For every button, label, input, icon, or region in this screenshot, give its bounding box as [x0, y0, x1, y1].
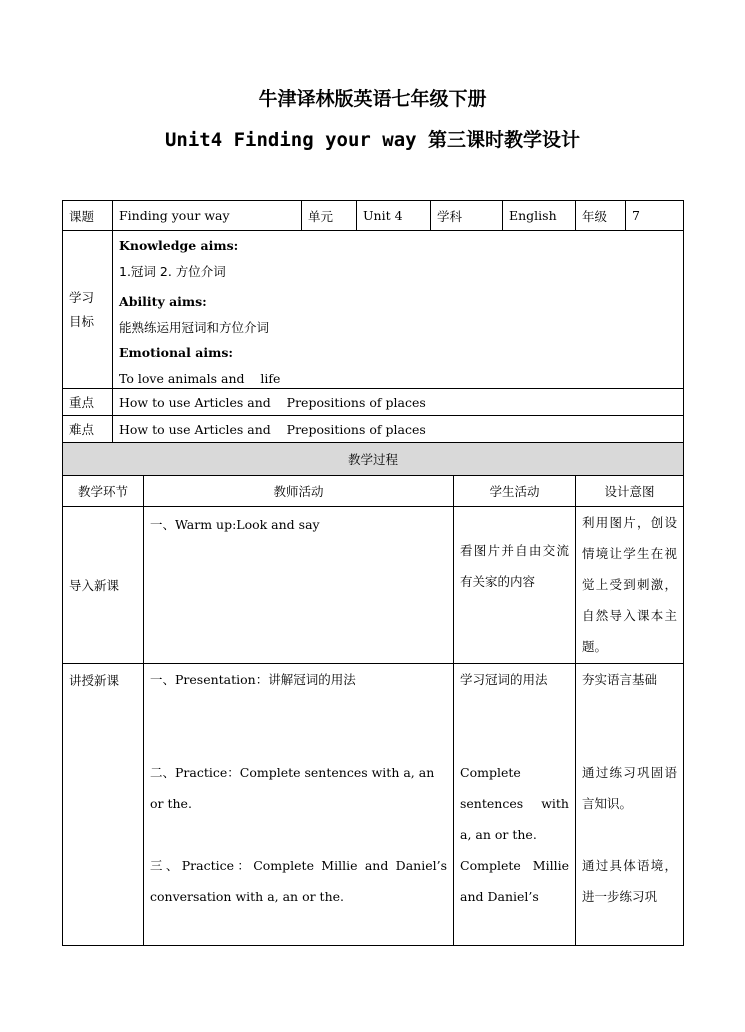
ability-aims-text: 能熟练运用冠词和方位介词 [119, 319, 270, 335]
aims-label-line-2: 目标 [69, 313, 95, 329]
intro-stage: 导入新课 [63, 507, 144, 664]
ability-aims-title: Ability aims: [119, 293, 207, 309]
difficult-points-label: 难点 [63, 416, 113, 443]
column-header-purpose: 设计意图 [576, 476, 684, 507]
purpose-step-2: 通过练习巩固语言知识。 [582, 765, 678, 811]
teach-teacher-activity [144, 664, 454, 946]
column-header-stage: 教学环节 [63, 476, 144, 507]
intro-teacher-activity: 一、Warm up:Look and say [144, 507, 454, 664]
document-title: 牛津译林版英语七年级下册 [258, 88, 487, 110]
document-subtitle: Unit4 Finding your way 第三课时教学设计 [164, 129, 581, 151]
difficult-points-text: How to use Articles and Prepositions of places [113, 416, 684, 443]
teach-design-purpose [576, 664, 684, 946]
teacher-step-presentation: 一、Presentation：讲解冠词的用法 [150, 672, 356, 687]
purpose-step-3: 通过具体语境，进一步练习巩 [582, 858, 678, 904]
unit-label: 单元 [302, 201, 357, 231]
column-header-teacher: 教师活动 [144, 476, 454, 507]
column-header-student: 学生活动 [454, 476, 576, 507]
purpose-step-1: 夯实语言基础 [582, 672, 658, 687]
student-step-3: Complete Millie and Daniel’s [460, 858, 569, 904]
teach-stage: 讲授新课 [63, 664, 144, 946]
teacher-step-practice-1: 二、Practice：Complete sentences with a, an or the. [150, 765, 435, 811]
topic-value: Finding your way [113, 201, 302, 231]
process-title-bar: 教学过程 [63, 443, 684, 476]
knowledge-aims-title: Knowledge aims: [119, 237, 239, 253]
grade-label: 年级 [576, 201, 626, 231]
grade-value: 7 [626, 201, 684, 231]
subject-label: 学科 [431, 201, 503, 231]
topic-label: 课题 [63, 201, 113, 231]
student-step-1: 学习冠词的用法 [460, 672, 548, 687]
intro-student-activity: 看图片并自由交流有关家的内容 [454, 507, 576, 664]
emotional-aims-text: To love animals and life [119, 370, 281, 386]
key-points-label: 重点 [63, 389, 113, 416]
unit-value: Unit 4 [357, 201, 431, 231]
aims-content [113, 231, 684, 389]
aims-label-line-1: 学习 [69, 289, 95, 305]
teaching-process-table [62, 442, 684, 946]
key-points-text: How to use Articles and Prepositions of places [113, 389, 684, 416]
aims-label [63, 231, 113, 389]
subject-value: English [503, 201, 576, 231]
emotional-aims-title: Emotional aims: [119, 344, 233, 360]
lesson-info-table [62, 200, 684, 443]
intro-design-purpose: 利用图片，创设情境让学生在视觉上受到刺激，自然导入课本主题。 [576, 507, 684, 664]
student-step-2: Complete sentences with a, an or the. [460, 765, 569, 842]
teach-student-activity [454, 664, 576, 946]
teacher-step-practice-2: 三、Practice：Complete Millie and Daniel’s conversation with a, an or the. [150, 858, 447, 904]
knowledge-aims-text: 1.冠词 2. 方位介词 [119, 263, 226, 279]
